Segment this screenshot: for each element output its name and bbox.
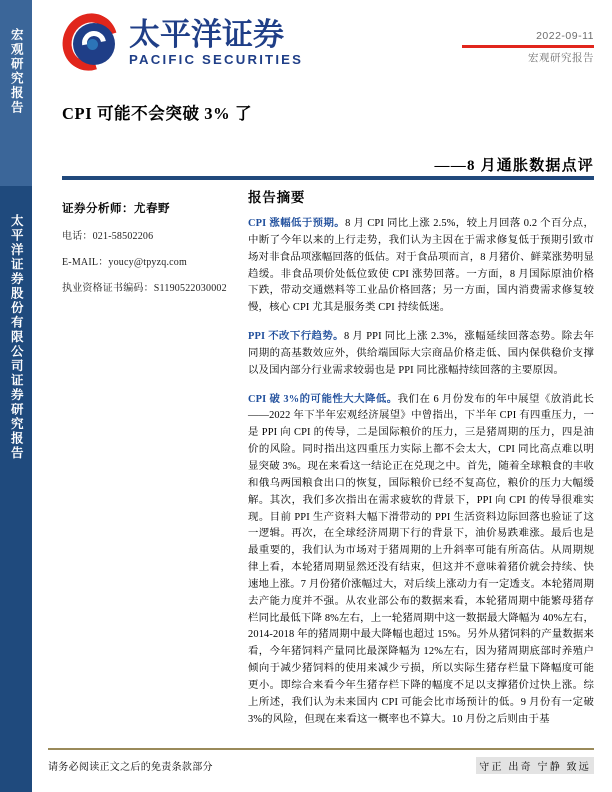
summary-paragraph-lead: CPI 破 3%的可能性大大降低。 xyxy=(248,393,398,405)
report-date: 2022-09-11 xyxy=(536,30,594,42)
summary-paragraph-body: 8 月 PPI 同比上涨 2.3%，涨幅延续回落态势。除去年同期的高基数效应外，供给端国际大宗商品价格走低、国内保供稳价支撑以及国内部分行业需求较弱也是 PPI 同比涨幅持续回落的主要原因。 xyxy=(248,331,594,376)
summary-paragraph xyxy=(248,392,594,729)
analyst-name: 证券分析师：尤春野 xyxy=(62,203,170,215)
analyst-email: E-MAIL：youcy@tpyzq.com xyxy=(62,257,187,268)
pacific-securities-logo-icon xyxy=(62,12,122,74)
company-logo xyxy=(62,12,303,74)
title-block xyxy=(32,100,612,175)
summary-paragraph-body: 我们在 6 月份发布的年中展望《放消此长——2022 年下半年宏观经济展望》中曾指出，下半年 CPI 有四重压力，一是 PPI 向 CPI 的传导，二是国际粮价的压力，三是猪周期的压力，四是油价的风险。同时指出这四重压力实际上都不会太大，CPI 同比高点难以明显突破 3%。现在来看这一结论正在兑现之中。首先，随着全球粮食的丰收和俄乌两国粮食出口的恢复，国际粮价已经不复高位，粮价的压力大幅缓解。其次，我们多次指出在需求疲软的背景下，PPI 向 CPI 的传导很难实现。目前 PPI 生产资料大幅下滑带动的 PPI 生活资料边际回落也验证了这一逻辑。再次，在全球经济周期下行的背景下，油价易跌难涨。最后也是最重要的，我们认为市场对于猪周期的上升斜率可能有所高估。从周期规律上看，本轮猪周期显然还没有结束，但这并不意味着猪价就会持续、快速地上涨。7 月份猪价涨幅过大，对后续上涨动力有一定透支。本轮猪周期去产能力度并不强。从农业部公布的数据来看，本轮猪周期中能繁母猪存栏同比最低下降 8%左右，上一轮猪周期中这一数据最大降幅为 40%左右，2014-2018 年的猪周期中最大降幅也超过 15%。另外从猪饲料的产量数据来看，今年猪饲料产量同比最深降幅为 12%左右，因为猪周期底部时养殖户倾向于减少猪饲料的使用来减少亏损，所以实际生猪存栏量下降幅度可能更小。即综合来看今年生猪存栏下降的幅度不足以支撑猪价过快上涨。综上所述，我们认为未来国内 CPI 可能会比市场预计的低。9 月份有一定破 3%的风险，但现在来看这一概率也不算大。10 月份之后则由于基 xyxy=(248,393,594,725)
summary-heading: 报告摘要 xyxy=(248,190,306,205)
logo-wordmark xyxy=(129,19,303,66)
header-meta xyxy=(384,30,594,65)
sidebar-band-bottom xyxy=(0,186,32,792)
report-category: 宏观研究报告 xyxy=(528,51,594,64)
logo-inner-dot xyxy=(87,39,98,50)
summary-paragraph-lead: CPI 涨幅低于预期。 xyxy=(248,218,346,229)
sidebar-label-report-type: 宏观研究报告 xyxy=(9,28,24,115)
sidebar-band-top xyxy=(0,0,32,186)
footer-disclaimer: 请务必阅读正文之后的免责条款部分 xyxy=(48,762,213,773)
summary-paragraph xyxy=(248,216,594,317)
sidebar-label-company: 太平洋证券股份有限公司证券研究报告 xyxy=(9,214,24,461)
document-footer xyxy=(48,757,594,774)
report-summary xyxy=(248,186,594,740)
page-title: CPI 可能不会突破 3% 了 xyxy=(62,104,253,123)
footer-divider xyxy=(48,748,594,750)
logo-name-en: PACIFIC SECURITIES xyxy=(129,52,304,68)
summary-paragraph-lead: PPI 不改下行趋势。 xyxy=(248,331,344,343)
logo-name-cn: 太平洋证券 xyxy=(129,17,284,53)
analyst-phone: 电话：021-58502206 xyxy=(62,231,154,242)
header-divider xyxy=(62,176,594,180)
document-header xyxy=(32,0,612,100)
analyst-license: 执业资格证书编码：S1190522030002 xyxy=(62,283,227,294)
summary-paragraph xyxy=(248,329,594,380)
analyst-info-block xyxy=(62,200,234,305)
header-red-rule xyxy=(462,45,594,48)
footer-slogan: 守正 出奇 宁静 致远 xyxy=(476,757,594,774)
left-sidebar xyxy=(0,0,32,792)
summary-paragraph-body: 8 月 CPI 同比上涨 2.5%，较上月回落 0.2 个百分点，中断了今年以来的上行走势，我们认为主因在于需求修复低于预期引致市场对非食品项涨幅回落的低估。对于食品项而言，8 月猪价、鲜菜涨势明显趋缓。非食品项价处低位致使 CPI 涨势回落。一方面，8 月国际原油价格下跌，带动交通燃料等工业品价格回落；另一方面，国内消费需求修复较慢，核心 CPI 尤其是服务类 CPI 持续低迷。 xyxy=(248,218,594,314)
page-subtitle: ——8 月通胀数据点评 xyxy=(434,158,594,174)
